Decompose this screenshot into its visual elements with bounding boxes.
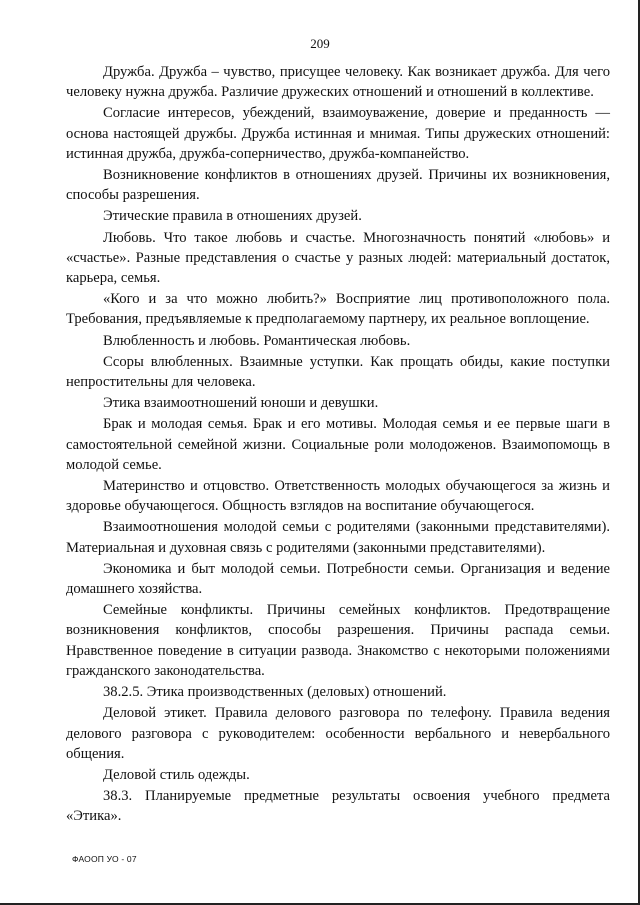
page-number: 209: [310, 36, 330, 51]
paragraph: Согласие интересов, убеждений, взаимоуважение, доверие и преданность — основа настоящей дружбы. Дружба истинная и мнимая. Типы дружеских отношений: истинная дружба, дружба-соперничество, дружба-компанейство.: [66, 105, 610, 162]
paragraph: Любовь. Что такое любовь и счастье. Многозначность понятий «любовь» и «счастье». Разные представления о счастье у разных людей: материальный достаток, карьера, семья.: [66, 229, 610, 287]
paragraph: Взаимоотношения молодой семьи с родителями (законными представителями). Материальная и духовная связь с родителями (законными представителями).: [66, 519, 610, 556]
paragraph: Этика взаимоотношений юноши и девушки.: [103, 395, 379, 412]
paragraph: Ссоры влюбленных. Взаимные уступки. Как прощать обиды, какие поступки непростительны для человека.: [66, 353, 610, 391]
paragraph: Деловой стиль одежды.: [103, 766, 250, 783]
section-heading: 38.3. Планируемые предметные результаты освоения учебного предмета «Этика».: [66, 788, 610, 825]
paragraph: Материнство и отцовство. Ответственность молодых обучающегося за жизнь и здоровье обучающегося. Общность взглядов на воспитание обучающегося.: [66, 478, 610, 515]
section-heading: 38.2.5. Этика производственных (деловых) отношений.: [103, 684, 447, 701]
paragraph: Экономика и быт молодой семьи. Потребности семьи. Организация и ведение домашнего хозяйства.: [66, 560, 610, 598]
paragraph: Возникновение конфликтов в отношениях друзей. Причины их возникновения, способы разрешения.: [66, 167, 610, 204]
body-text: [66, 62, 610, 828]
paragraph: Семейные конфликты. Причины семейных конфликтов. Предотвращение возникновения конфликтов, способы разрешения. Причины распада семьи. Нравственное поведение в ситуации развода. Знакомство с некоторыми положениями гражданского законодательства.: [66, 602, 610, 679]
document-footer: ФАООП УО - 07: [72, 854, 137, 864]
paragraph: Деловой этикет. Правила делового разговора по телефону. Правила ведения делового разговора с руководителем: особенности вербального и невербального общения.: [66, 705, 610, 762]
paragraph: Дружба. Дружба – чувство, присущее человеку. Как возникает дружба. Для чего человеку нужна дружба. Различие дружеских отношений и отношений в коллективе.: [66, 64, 610, 101]
paragraph: «Кого и за что можно любить?» Восприятие лиц противоположного пола. Требования, предъявляемые к предполагаемому партнеру, их реальное воплощение.: [66, 291, 610, 328]
paragraph: Влюбленность и любовь. Романтическая любовь.: [103, 332, 411, 349]
paragraph: Этические правила в отношениях друзей.: [103, 208, 362, 225]
paragraph: Брак и молодая семья. Брак и его мотивы. Молодая семья и ее первые шаги в самостоятельной семейной жизни. Социальные роли молодоженов. Взаимопомощь в молодой семье.: [66, 416, 610, 473]
